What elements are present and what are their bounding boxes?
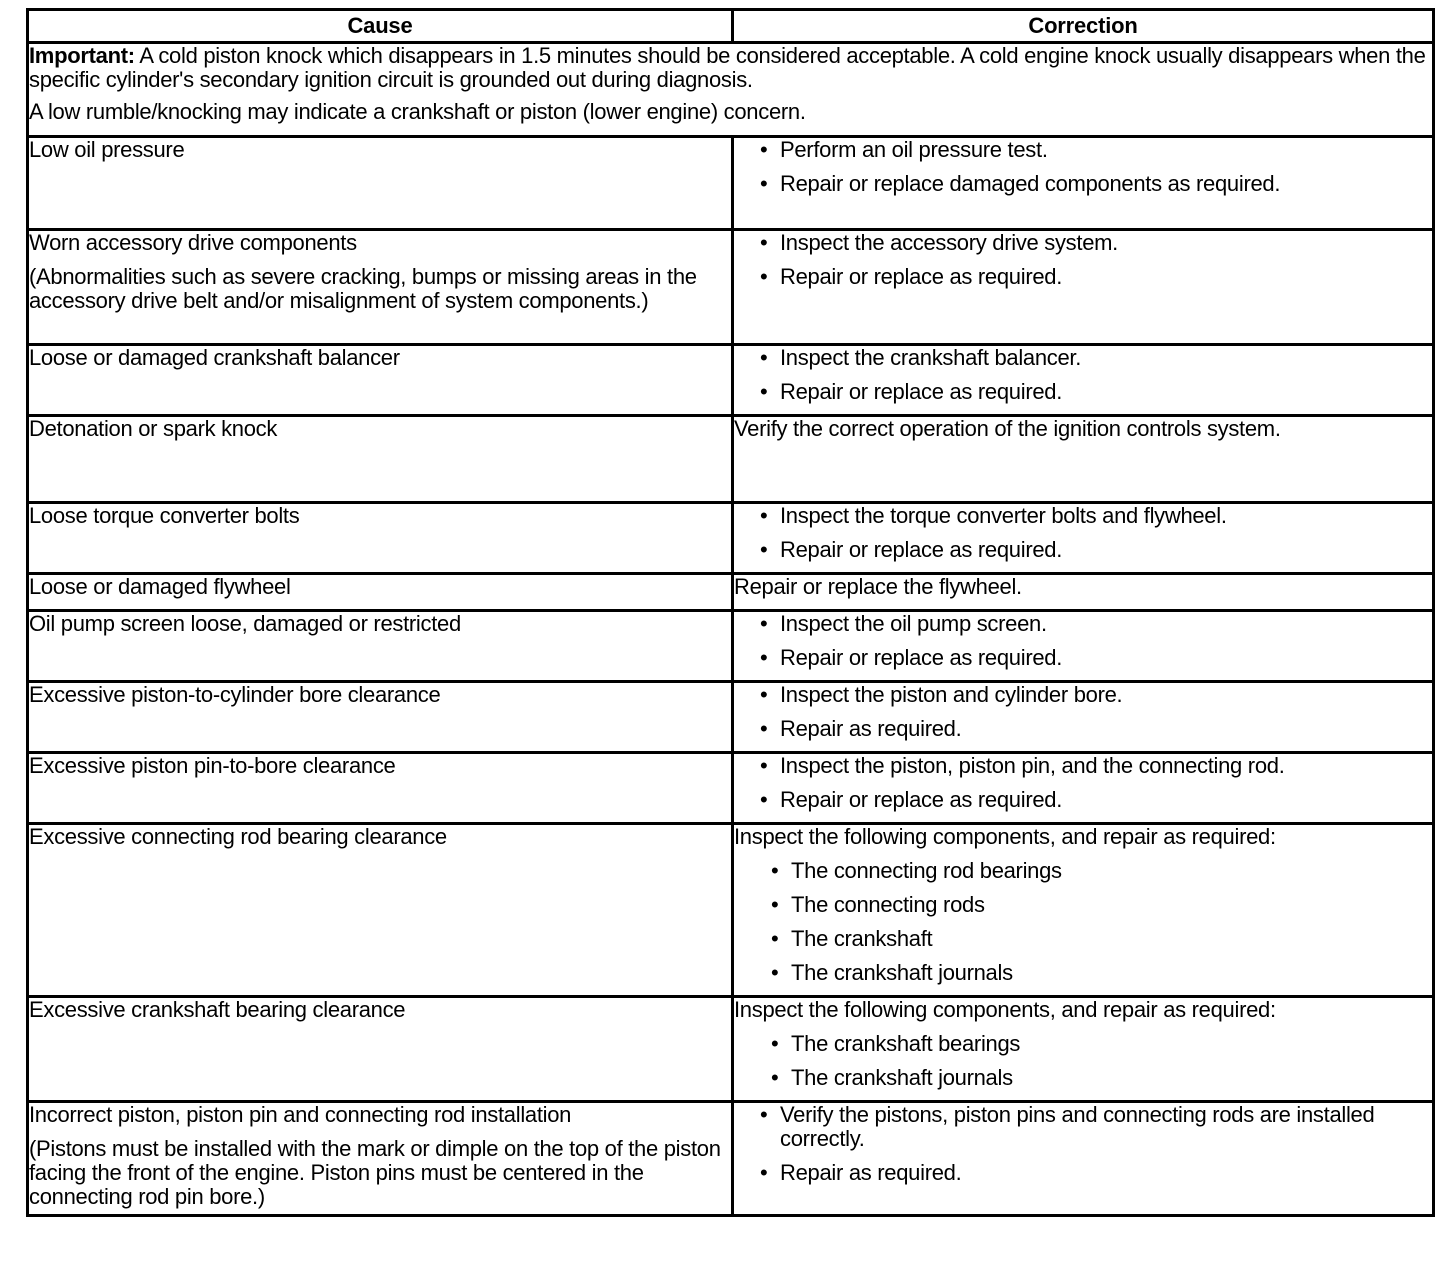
cause-note: (Abnormalities such as severe cracking, bumps or missing areas in the accessory drive belt and/or misalignment of system components.) [29, 264, 697, 313]
table-row [28, 824, 1434, 997]
correction-cell [733, 824, 1434, 997]
important-note [28, 43, 1434, 137]
table-row [28, 1102, 1434, 1216]
correction-list-item [771, 893, 1432, 917]
cause-text: Worn accessory drive components [29, 230, 357, 255]
correction-item-text: The crankshaft bearings [791, 1031, 1021, 1056]
cause-text: Excessive connecting rod bearing clearance [29, 824, 447, 849]
bullet-icon: • [760, 503, 768, 528]
bullet-icon: • [760, 716, 768, 741]
table-row [28, 416, 1434, 503]
table-row [28, 611, 1434, 682]
bullet-icon: • [760, 1160, 768, 1185]
correction-cell [733, 611, 1434, 682]
correction-cell [733, 503, 1434, 574]
correction-list [734, 612, 1432, 670]
correction-cell [733, 574, 1434, 611]
correction-item-text: The connecting rod bearings [791, 858, 1062, 883]
cause-cell [28, 611, 733, 682]
correction-item-text: Repair or replace as required. [780, 264, 1063, 289]
correction-list [734, 138, 1432, 196]
correction-list-item [760, 683, 1432, 707]
bullet-icon: • [760, 537, 768, 562]
bullet-icon: • [760, 1102, 768, 1127]
correction-item-text: Inspect the oil pump screen. [780, 611, 1047, 636]
bullet-icon: • [760, 611, 768, 636]
cause-text: Loose or damaged crankshaft balancer [29, 345, 400, 370]
table-row [28, 137, 1434, 230]
cause-text: Excessive crankshaft bearing clearance [29, 997, 406, 1022]
table-row [28, 345, 1434, 416]
correction-item-text: Inspect the crankshaft balancer. [780, 345, 1082, 370]
important-text: A cold piston knock which disappears in 1.5 minutes should be considered acceptable. A cold engine knock usually disappears when the specific cylinder's secondary ignition circuit is grounded out during diagnosis. [29, 43, 1426, 92]
correction-item-text: The crankshaft journals [791, 960, 1013, 985]
correction-cell [733, 230, 1434, 345]
bullet-icon: • [760, 682, 768, 707]
bullet-icon: • [760, 137, 768, 162]
correction-list-item [760, 265, 1432, 289]
cause-cell [28, 682, 733, 753]
correction-list-item [771, 961, 1432, 985]
cause-cell [28, 574, 733, 611]
correction-list-item [760, 788, 1432, 812]
bullet-icon: • [771, 960, 779, 985]
column-header-cause: Cause [28, 10, 733, 43]
correction-item-text: Inspect the piston and cylinder bore. [780, 682, 1123, 707]
correction-list-item [760, 646, 1432, 670]
correction-list-item [760, 717, 1432, 741]
correction-list-item [760, 138, 1432, 162]
bullet-icon: • [771, 926, 779, 951]
correction-list-item [771, 1032, 1432, 1056]
diagnosis-table [26, 8, 1435, 1217]
cause-cell [28, 230, 733, 345]
bullet-icon: • [760, 379, 768, 404]
cause-text: Loose or damaged flywheel [29, 574, 291, 599]
bullet-icon: • [760, 171, 768, 196]
bullet-icon: • [760, 345, 768, 370]
correction-list-item [771, 1066, 1432, 1090]
cause-cell [28, 753, 733, 824]
bullet-icon: • [760, 645, 768, 670]
correction-list-item [760, 612, 1432, 636]
table-row [28, 230, 1434, 345]
correction-list-item [760, 231, 1432, 255]
correction-item-text: Verify the pistons, piston pins and connecting rods are installed correctly. [780, 1102, 1375, 1151]
correction-cell [733, 753, 1434, 824]
bullet-icon: • [760, 264, 768, 289]
correction-list-item [760, 172, 1432, 196]
bullet-icon: • [771, 1031, 779, 1056]
correction-list [734, 504, 1432, 562]
table-row [28, 682, 1434, 753]
correction-list-item [760, 538, 1432, 562]
correction-cell [733, 137, 1434, 230]
correction-text: Repair or replace the flywheel. [734, 574, 1022, 599]
correction-list-item [760, 1103, 1432, 1151]
correction-item-text: Repair as required. [780, 716, 962, 741]
correction-item-text: The crankshaft [791, 926, 933, 951]
correction-list [734, 231, 1432, 289]
cause-text: Detonation or spark knock [29, 416, 278, 441]
important-label: Important: [29, 43, 135, 68]
bullet-icon: • [771, 1065, 779, 1090]
important-note-row [28, 43, 1434, 137]
correction-item-text: The connecting rods [791, 892, 985, 917]
table-row [28, 753, 1434, 824]
correction-cell [733, 682, 1434, 753]
correction-item-text: Repair or replace as required. [780, 645, 1063, 670]
correction-list [746, 1032, 1432, 1090]
cause-text: Loose torque converter bolts [29, 503, 300, 528]
cause-text: Oil pump screen loose, damaged or restricted [29, 611, 461, 636]
cause-cell [28, 503, 733, 574]
correction-text: Inspect the following components, and repair as required: [734, 997, 1276, 1022]
cause-note: (Pistons must be installed with the mark or dimple on the top of the piston facing the front of the engine. Piston pins must be centered in the connecting rod pin bore.) [29, 1136, 721, 1209]
bullet-icon: • [760, 230, 768, 255]
correction-list [734, 683, 1432, 741]
cause-text: Incorrect piston, piston pin and connecting rod installation [29, 1102, 572, 1127]
table-row [28, 503, 1434, 574]
correction-list [746, 859, 1432, 985]
correction-list-item [771, 927, 1432, 951]
correction-item-text: The crankshaft journals [791, 1065, 1013, 1090]
correction-cell [733, 1102, 1434, 1216]
important-text-secondary: A low rumble/knocking may indicate a crankshaft or piston (lower engine) concern. [29, 99, 806, 124]
bullet-icon: • [771, 892, 779, 917]
cause-text: Low oil pressure [29, 137, 185, 162]
cause-cell [28, 824, 733, 997]
column-header-correction: Correction [733, 10, 1434, 43]
table-row [28, 574, 1434, 611]
cause-cell [28, 997, 733, 1102]
cause-text: Excessive piston pin-to-bore clearance [29, 753, 396, 778]
correction-item-text: Repair or replace as required. [780, 787, 1063, 812]
correction-list-item [760, 504, 1432, 528]
correction-cell [733, 997, 1434, 1102]
correction-item-text: Repair as required. [780, 1160, 962, 1185]
correction-item-text: Repair or replace as required. [780, 537, 1063, 562]
bullet-icon: • [760, 753, 768, 778]
correction-item-text: Repair or replace damaged components as required. [780, 171, 1281, 196]
table-header-row [28, 10, 1434, 43]
correction-item-text: Perform an oil pressure test. [780, 137, 1048, 162]
table-row [28, 997, 1434, 1102]
correction-item-text: Inspect the accessory drive system. [780, 230, 1118, 255]
bullet-icon: • [760, 787, 768, 812]
cause-cell [28, 345, 733, 416]
correction-item-text: Inspect the piston, piston pin, and the connecting rod. [780, 753, 1285, 778]
correction-item-text: Repair or replace as required. [780, 379, 1063, 404]
correction-list [734, 346, 1432, 404]
bullet-icon: • [771, 858, 779, 883]
correction-text: Verify the correct operation of the ignition controls system. [734, 416, 1281, 441]
correction-list-item [760, 346, 1432, 370]
cause-text: Excessive piston-to-cylinder bore clearance [29, 682, 441, 707]
correction-cell [733, 416, 1434, 503]
correction-text: Inspect the following components, and repair as required: [734, 824, 1276, 849]
correction-list [734, 1103, 1432, 1185]
correction-cell [733, 345, 1434, 416]
correction-list-item [771, 859, 1432, 883]
correction-list-item [760, 380, 1432, 404]
cause-cell [28, 137, 733, 230]
cause-cell [28, 1102, 733, 1216]
correction-item-text: Inspect the torque converter bolts and flywheel. [780, 503, 1227, 528]
correction-list-item [760, 1161, 1432, 1185]
correction-list [734, 754, 1432, 812]
correction-list-item [760, 754, 1432, 778]
cause-cell [28, 416, 733, 503]
